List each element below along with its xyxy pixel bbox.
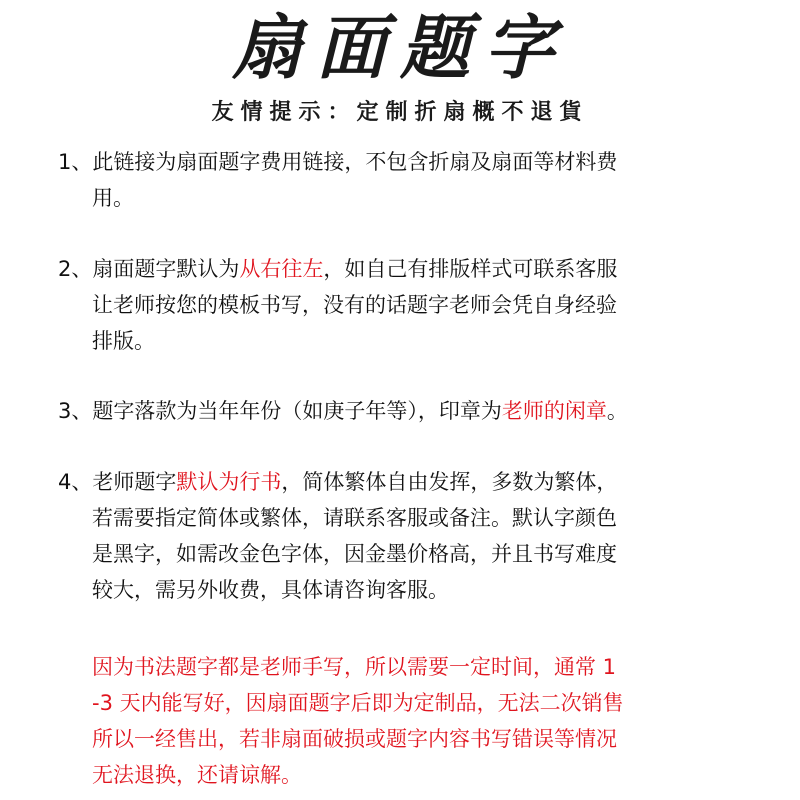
item-4-text-2: 若需要指定简体或繁体，请联系客服或备注。默认字颜色	[92, 506, 617, 530]
item-3-number: 3、	[58, 399, 93, 423]
notice-line-1: 因为书法题字都是老师手写，所以需要一定时间，通常 1	[92, 655, 617, 679]
notice-line-3: 所以一经售出，若非扇面破损或题字内容书写错误等情况	[92, 727, 617, 751]
notice-line-2: -3 天内能写好，因扇面题字后即为定制品，无法二次销售	[92, 691, 624, 715]
item-4-text-4: 较大，需另外收费，具体请咨询客服。	[92, 578, 449, 602]
item-3-line-1	[58, 393, 738, 429]
item-4-text-1b: ，简体繁体自由发挥，多数为繁体，	[281, 470, 618, 494]
page-subtitle: 友情提示：定制折扇概不退貨	[211, 99, 589, 125]
item-1-text-1: 此链接为扇面题字费用链接，不包含折扇及扇面等材料费	[92, 150, 618, 174]
item-3-highlight: 老师的闲章	[501, 399, 607, 423]
red-notice	[92, 649, 732, 793]
item-2-text-2: 让老师按您的模板书写，没有的话题字老师会凭自身经验	[92, 293, 617, 317]
item-4-text-3: 是黑字，如需改金色字体，因金墨价格高，并且书写难度	[92, 542, 617, 566]
item-1-line-1	[58, 144, 738, 180]
notice-item-2	[58, 251, 738, 359]
item-2-highlight: 从右往左	[239, 257, 324, 281]
item-3-text-1a: 题字落款为当年年份（如庚子年等），印章为	[92, 399, 502, 423]
item-4-line-1	[58, 464, 738, 500]
notice-item-1	[58, 144, 738, 216]
item-2-number: 2、	[58, 257, 93, 281]
page-title: 扇面题字	[232, 6, 568, 89]
item-2-line-1	[58, 251, 738, 287]
notice-item-3	[58, 393, 738, 429]
item-2-text-1b: ，如自己有排版样式可联系客服	[323, 257, 618, 281]
item-4-text-1a: 老师题字	[92, 470, 177, 494]
item-1-number: 1、	[58, 150, 93, 174]
item-3-text-1b: 。	[606, 399, 628, 423]
notice-line-4: 无法退换，还请谅解。	[92, 763, 302, 787]
item-2-text-1a: 扇面题字默认为	[92, 257, 240, 281]
notice-item-4	[58, 464, 738, 608]
item-1-text-2: 用。	[92, 186, 134, 210]
item-2-text-3: 排版。	[92, 329, 155, 353]
item-4-highlight: 默认为行书	[176, 470, 282, 494]
item-4-number: 4、	[58, 470, 93, 494]
